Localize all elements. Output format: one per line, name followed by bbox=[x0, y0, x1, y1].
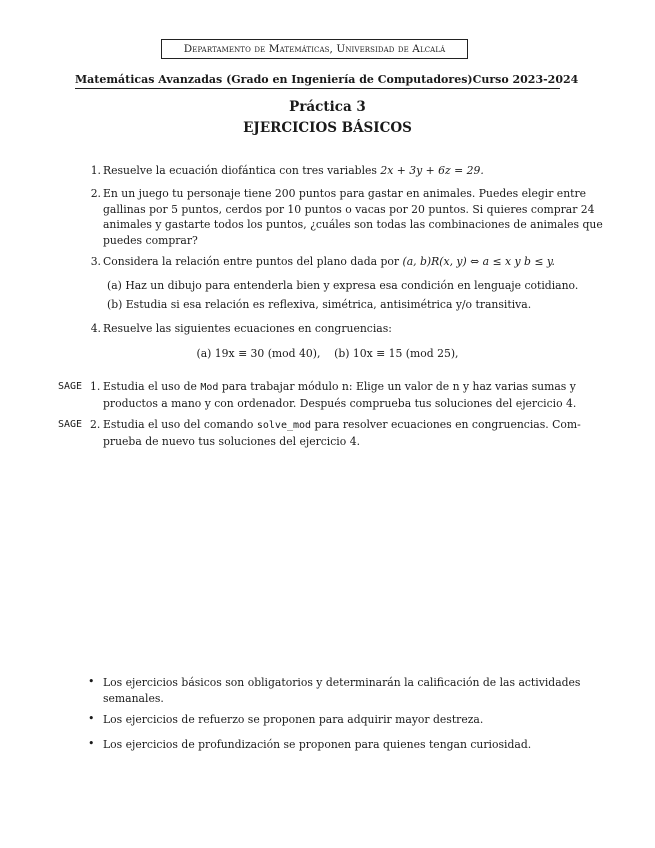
exercise-text: Resuelve las siguientes ecuaciones en congruencias: bbox=[103, 322, 392, 335]
sage-code: Mod bbox=[200, 382, 219, 393]
exercise-text: Resuelve la ecuación diofántica con tres variables bbox=[103, 164, 377, 177]
sage-text: prueba de nuevo tus soluciones del ejercicio 4. bbox=[103, 434, 360, 448]
subitem-label: (a) bbox=[107, 279, 122, 292]
sage-label: SAGE bbox=[58, 419, 83, 430]
note-text: Los ejercicios de profundización se proponen para quienes tengan curiosidad. bbox=[103, 738, 532, 751]
header-rule bbox=[75, 88, 560, 89]
sage-number: 2. bbox=[90, 418, 101, 431]
note-2 bbox=[88, 712, 568, 728]
bullet-icon: • bbox=[88, 675, 95, 688]
exercise-relation: (a, b)R(x, y) ⇔ a ≤ x y b ≤ y. bbox=[402, 255, 555, 268]
course-header bbox=[75, 73, 579, 86]
exercise-4 bbox=[75, 321, 565, 337]
exercise-number: 2. bbox=[90, 187, 101, 200]
course-name: Matemáticas Avanzadas (Grado en Ingeniería de Computadores) bbox=[75, 73, 473, 86]
course-year: Curso 2023-2024 bbox=[472, 73, 579, 86]
sage-label: SAGE bbox=[58, 381, 83, 392]
exercise-3a bbox=[107, 278, 578, 294]
exercise-equation: 2x + 3y + 6z = 29. bbox=[380, 164, 484, 177]
sage-text: para trabajar módulo n: Elige un valor de n y haz varias sumas y bbox=[221, 380, 576, 393]
sage-exercise-1 bbox=[58, 379, 577, 411]
note-3 bbox=[88, 737, 568, 753]
exercise-number: 4. bbox=[90, 322, 101, 335]
sage-text: productos a mano y con ordenador. Después comprueba tus soluciones del ejercicio 4. bbox=[103, 396, 577, 410]
exercise-2 bbox=[75, 186, 603, 248]
bullet-icon: • bbox=[88, 712, 95, 725]
department-box: Departamento de Matemáticas, Universidad de Alcalá bbox=[161, 39, 468, 59]
sage-number: 1. bbox=[90, 380, 101, 393]
sage-text: Estudia el uso de bbox=[103, 380, 197, 393]
exercise-line: gallinas por 5 puntos, cerdos por 10 puntos o vacas por 20 puntos. Si quieres comprar 24 bbox=[103, 202, 595, 216]
subitem-text: Estudia si esa relación es reflexiva, simétrica, antisimétrica y/o transitiva. bbox=[125, 298, 532, 311]
note-text: semanales. bbox=[103, 691, 164, 705]
sage-text: para resolver ecuaciones en congruencias. Com- bbox=[314, 418, 581, 431]
note-text: Los ejercicios básicos son obligatorios y determinarán la calificación de las actividades bbox=[103, 676, 581, 689]
sage-exercise-2 bbox=[58, 417, 581, 449]
exercise-1 bbox=[75, 163, 565, 179]
sage-code: solve_mod bbox=[256, 420, 312, 431]
note-1 bbox=[88, 675, 581, 706]
exercise-3 bbox=[75, 254, 565, 270]
note-text: Los ejercicios de refuerzo se proponen para adquirir mayor destreza. bbox=[103, 713, 484, 726]
exercise-line: animales y gastarte todos los puntos, ¿cuáles son todas las combinaciones de animales que bbox=[103, 218, 603, 231]
exercise-number: 3. bbox=[90, 255, 101, 268]
exercise-text: Considera la relación entre puntos del plano dada por bbox=[103, 255, 400, 268]
exercise-line: En un juego tu personaje tiene 200 puntos para gastar en animales. Puedes elegir entre bbox=[103, 187, 587, 200]
congruence-equations: (a) 19x ≡ 30 (mod 40), (b) 10x ≡ 15 (mod 25), bbox=[196, 347, 459, 360]
bullet-icon: • bbox=[88, 737, 95, 750]
subitem-text: Haz un dibujo para entenderla bien y expresa esa condición en lenguaje cotidiano. bbox=[125, 279, 579, 292]
sage-text: Estudia el uso del comando bbox=[103, 418, 254, 431]
practice-title: Práctica 3 bbox=[289, 99, 366, 115]
subitem-label: (b) bbox=[107, 298, 123, 311]
exercise-number: 1. bbox=[90, 164, 101, 177]
practice-subtitle: EJERCICIOS BÁSICOS bbox=[243, 120, 412, 136]
exercise-3b bbox=[107, 297, 531, 313]
exercise-line: puedes comprar? bbox=[103, 233, 198, 247]
